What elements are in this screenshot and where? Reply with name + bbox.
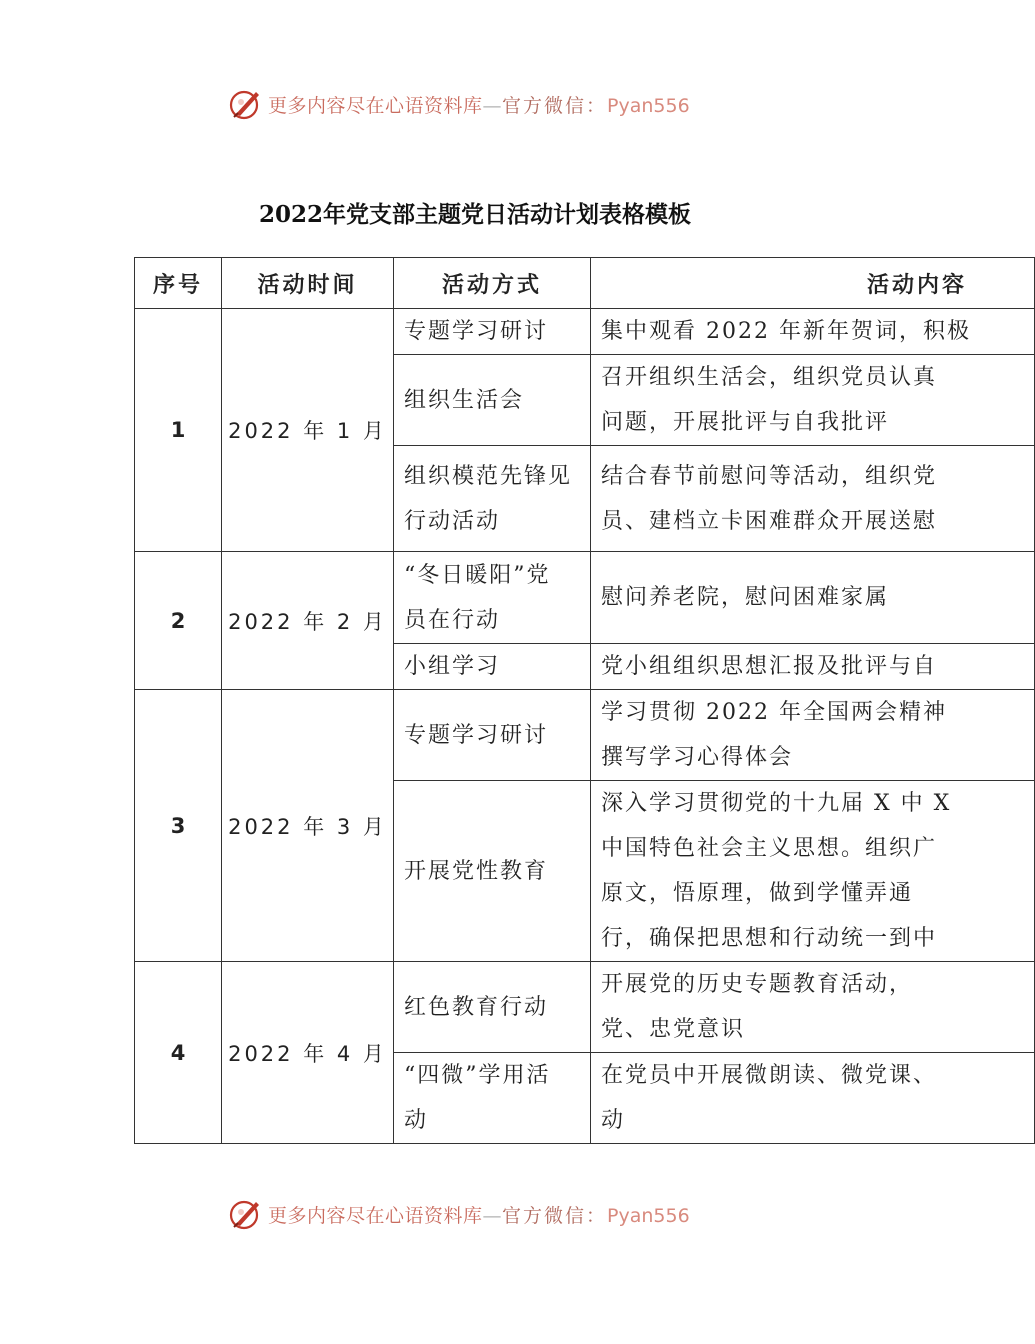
activity-plan-table xyxy=(134,257,1035,1144)
document-title: 2022年党支部主题党日活动计划表格模板 xyxy=(258,201,691,228)
row-number: 4 xyxy=(135,962,222,1144)
quill-logo-icon xyxy=(228,1196,264,1232)
activity-mode: 专题学习研讨 xyxy=(394,309,591,355)
activity-content: 结合春节前慰问等活动，组织党 员、建档立卡困难群众开展送慰 xyxy=(591,446,1035,552)
activity-mode: 红色教育行动 xyxy=(394,962,591,1053)
activity-mode: 开展党性教育 xyxy=(394,781,591,962)
watermark-text: 更多内容尽在心语资料库—官方微信：Pyan556 xyxy=(268,94,690,117)
header-time: 活动时间 xyxy=(222,258,394,309)
activity-date: 2022 年 4 月 xyxy=(222,962,394,1144)
activity-mode: 组织模范先锋见 行动活动 xyxy=(394,446,591,552)
table-row xyxy=(135,552,1035,644)
activity-content: 学习贯彻 2022 年全国两会精神 撰写学习心得体会 xyxy=(591,690,1035,781)
activity-date: 2022 年 1 月 xyxy=(222,309,394,552)
footer-watermark-banner xyxy=(228,1196,788,1232)
activity-content: 慰问养老院，慰问困难家属 xyxy=(591,552,1035,644)
row-number: 2 xyxy=(135,552,222,690)
activity-mode: 组织生活会 xyxy=(394,355,591,446)
activity-content: 深入学习贯彻党的十九届 X 中 X 中国特色社会主义思想。组织广 原文，悟原理，做到学懂弄通 行，确保把思想和行动统一到中 xyxy=(591,781,1035,962)
activity-content: 党小组组织思想汇报及批评与自 xyxy=(591,644,1035,690)
table-row xyxy=(135,962,1035,1053)
activity-content: 召开组织生活会，组织党员认真 问题，开展批评与自我批评 xyxy=(591,355,1035,446)
header-content: 活动内容 xyxy=(591,258,1035,309)
activity-content: 开展党的历史专题教育活动， 党、忠党意识 xyxy=(591,962,1035,1053)
activity-mode: “冬日暖阳”党 员在行动 xyxy=(394,552,591,644)
activity-mode: 小组学习 xyxy=(394,644,591,690)
table-header-row xyxy=(135,258,1035,309)
activity-mode: 专题学习研讨 xyxy=(394,690,591,781)
quill-logo-icon xyxy=(228,86,264,122)
row-number: 1 xyxy=(135,309,222,552)
activity-date: 2022 年 3 月 xyxy=(222,690,394,962)
row-number: 3 xyxy=(135,690,222,962)
header-no: 序号 xyxy=(135,258,222,309)
plan-table-viewport xyxy=(134,257,971,1141)
activity-date: 2022 年 2 月 xyxy=(222,552,394,690)
activity-mode: “四微”学用活 动 xyxy=(394,1053,591,1144)
table-row xyxy=(135,309,1035,355)
activity-content: 在党员中开展微朗读、微党课、 动 xyxy=(591,1053,1035,1144)
watermark-text: 更多内容尽在心语资料库—官方微信：Pyan556 xyxy=(268,1204,690,1227)
table-row xyxy=(135,690,1035,781)
header-mode: 活动方式 xyxy=(394,258,591,309)
header-watermark-banner xyxy=(228,86,788,122)
activity-content: 集中观看 2022 年新年贺词，积极 xyxy=(591,309,1035,355)
